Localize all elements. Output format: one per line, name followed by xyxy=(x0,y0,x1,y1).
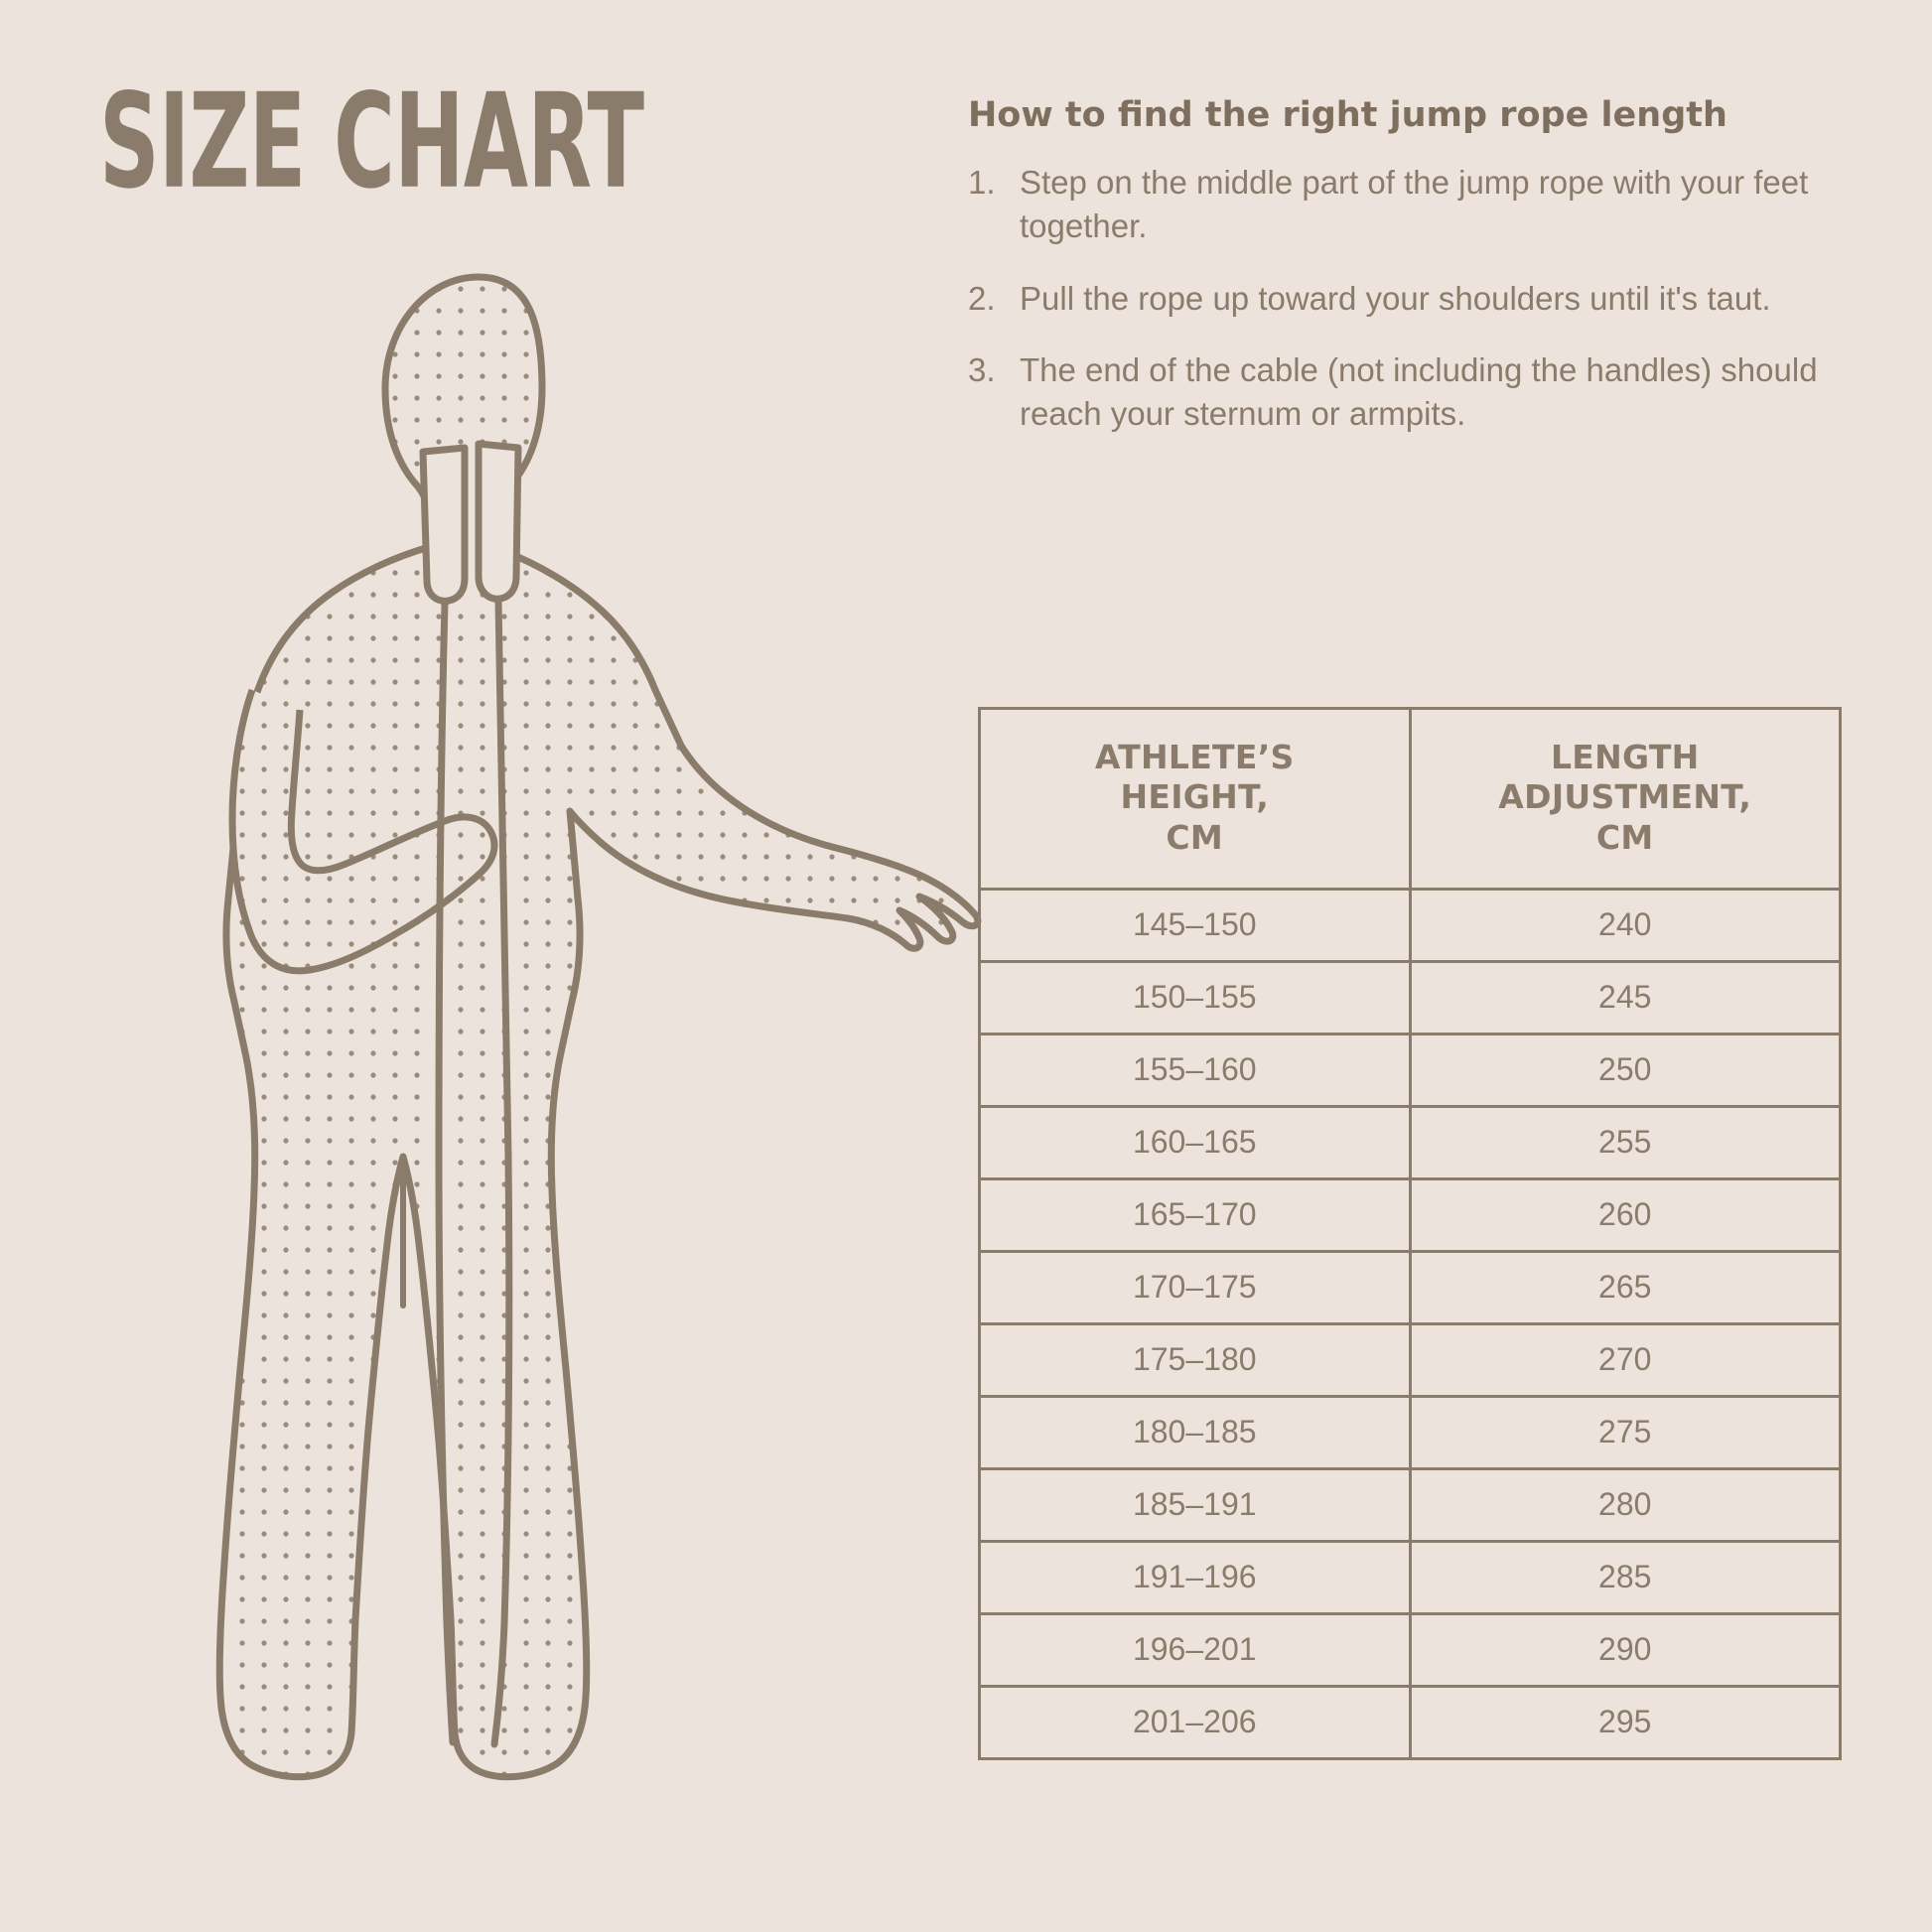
column-header-length: LENGTH ADJUSTMENT, CM xyxy=(1410,709,1841,890)
size-table xyxy=(978,707,1842,1760)
table-row xyxy=(980,1613,1841,1686)
instruction-step: The end of the cable (not including the handles) should reach your sternum or armpits. xyxy=(1020,350,1818,433)
table-header-row xyxy=(980,709,1841,890)
cell-height: 155–160 xyxy=(980,1034,1411,1106)
cell-height: 165–170 xyxy=(980,1178,1411,1251)
cell-length: 295 xyxy=(1410,1686,1841,1758)
cell-height: 145–150 xyxy=(980,889,1411,961)
cell-length: 240 xyxy=(1410,889,1841,961)
table-row xyxy=(980,1468,1841,1541)
cell-length: 250 xyxy=(1410,1034,1841,1106)
cell-height: 175–180 xyxy=(980,1323,1411,1396)
cell-length: 270 xyxy=(1410,1323,1841,1396)
cell-length: 245 xyxy=(1410,961,1841,1034)
cell-height: 170–175 xyxy=(980,1251,1411,1323)
table-row xyxy=(980,1106,1841,1178)
size-table-head xyxy=(980,709,1841,890)
table-row xyxy=(980,1396,1841,1468)
table-row xyxy=(980,1251,1841,1323)
cell-height: 196–201 xyxy=(980,1613,1411,1686)
table-row xyxy=(980,1541,1841,1613)
table-row xyxy=(980,1686,1841,1758)
column-header-height: ATHLETE’S HEIGHT, CM xyxy=(980,709,1411,890)
cell-height: 180–185 xyxy=(980,1396,1411,1468)
table-row xyxy=(980,1178,1841,1251)
cell-length: 280 xyxy=(1410,1468,1841,1541)
cell-height: 191–196 xyxy=(980,1541,1411,1613)
instruction-step: Step on the middle part of the jump rope with your feet together. xyxy=(1020,164,1809,245)
table-row xyxy=(980,889,1841,961)
cell-length: 285 xyxy=(1410,1541,1841,1613)
body-silhouette xyxy=(219,277,978,1777)
cell-length: 275 xyxy=(1410,1396,1841,1468)
table-row xyxy=(980,1323,1841,1396)
size-table-body xyxy=(980,889,1841,1758)
instruction-step: Pull the rope up toward your shoulders until it's taut. xyxy=(1020,279,1771,317)
instructions-heading: How to find the right jump rope length xyxy=(968,95,1727,135)
cell-length: 265 xyxy=(1410,1251,1841,1323)
table-row xyxy=(980,1034,1841,1106)
cell-length: 260 xyxy=(1410,1178,1841,1251)
cell-height: 150–155 xyxy=(980,961,1411,1034)
page-title: SIZE CHART xyxy=(99,67,644,218)
cell-height: 201–206 xyxy=(980,1686,1411,1758)
cell-length: 290 xyxy=(1410,1613,1841,1686)
cell-height: 185–191 xyxy=(980,1468,1411,1541)
table-row xyxy=(980,961,1841,1034)
cell-height: 160–165 xyxy=(980,1106,1411,1178)
cell-length: 255 xyxy=(1410,1106,1841,1178)
